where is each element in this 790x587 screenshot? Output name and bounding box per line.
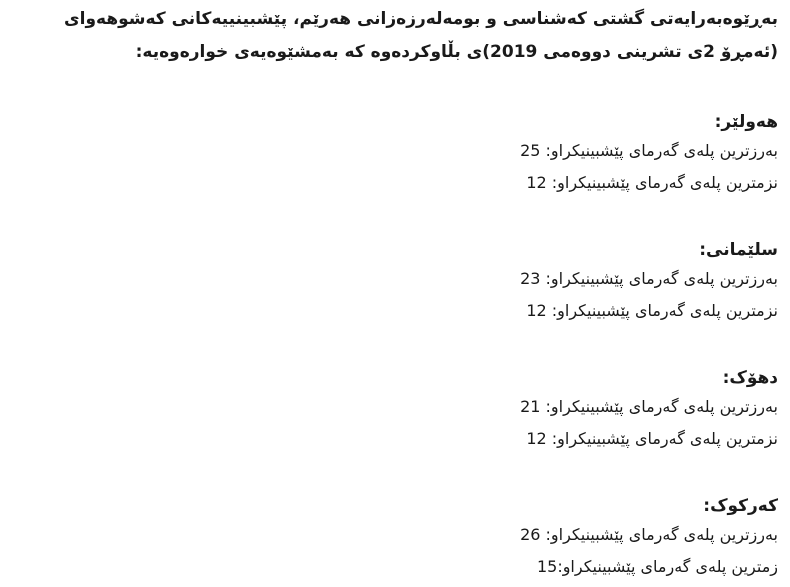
city-block-kirkuk: [20, 493, 778, 583]
city-block-sulaymaniyah: [20, 237, 778, 327]
city-block-erbil: [20, 109, 778, 199]
min-temperature: زمترین پلەی گەرمای پێشبینیکراو:15: [536, 557, 778, 576]
min-temperature: نزمترین پلەی گەرمای پێشبینیکراو: 12: [526, 301, 778, 320]
min-temperature: نزمترین پلەی گەرمای پێشبینیکراو: 12: [526, 173, 778, 192]
intro-paragraph: بەڕێوەبەرایەتی گشتی کەشناسی و بومەلەرزەزانی هەرێم، پێشبینییەکانی کەشوهەوای (ئەمڕۆ 2ی تشرینی دووەمی 2019)ی بڵاوکردەوە کە بەمشێوەیەی خوارەوەیە:: [64, 9, 778, 62]
city-name: هەولێر:: [714, 112, 778, 132]
max-temperature: بەرزترین پلەی گەرمای پێشبینیکراو: 25: [520, 141, 778, 160]
min-temperature: نزمترین پلەی گەرمای پێشبینیکراو: 12: [526, 429, 778, 448]
max-temperature: بەرزترین پلەی گەرمای پێشبینیکراو: 21: [520, 397, 778, 416]
max-temperature: بەرزترین پلەی گەرمای پێشبینیکراو: 23: [520, 269, 778, 288]
city-name: سلێمانی:: [699, 240, 778, 260]
city-block-duhok: [20, 365, 778, 455]
max-temperature: بەرزترین پلەی گەرمای پێشبینیکراو: 26: [520, 525, 778, 544]
city-name: دهۆک:: [722, 368, 778, 388]
city-name: کەرکوک:: [703, 496, 778, 516]
